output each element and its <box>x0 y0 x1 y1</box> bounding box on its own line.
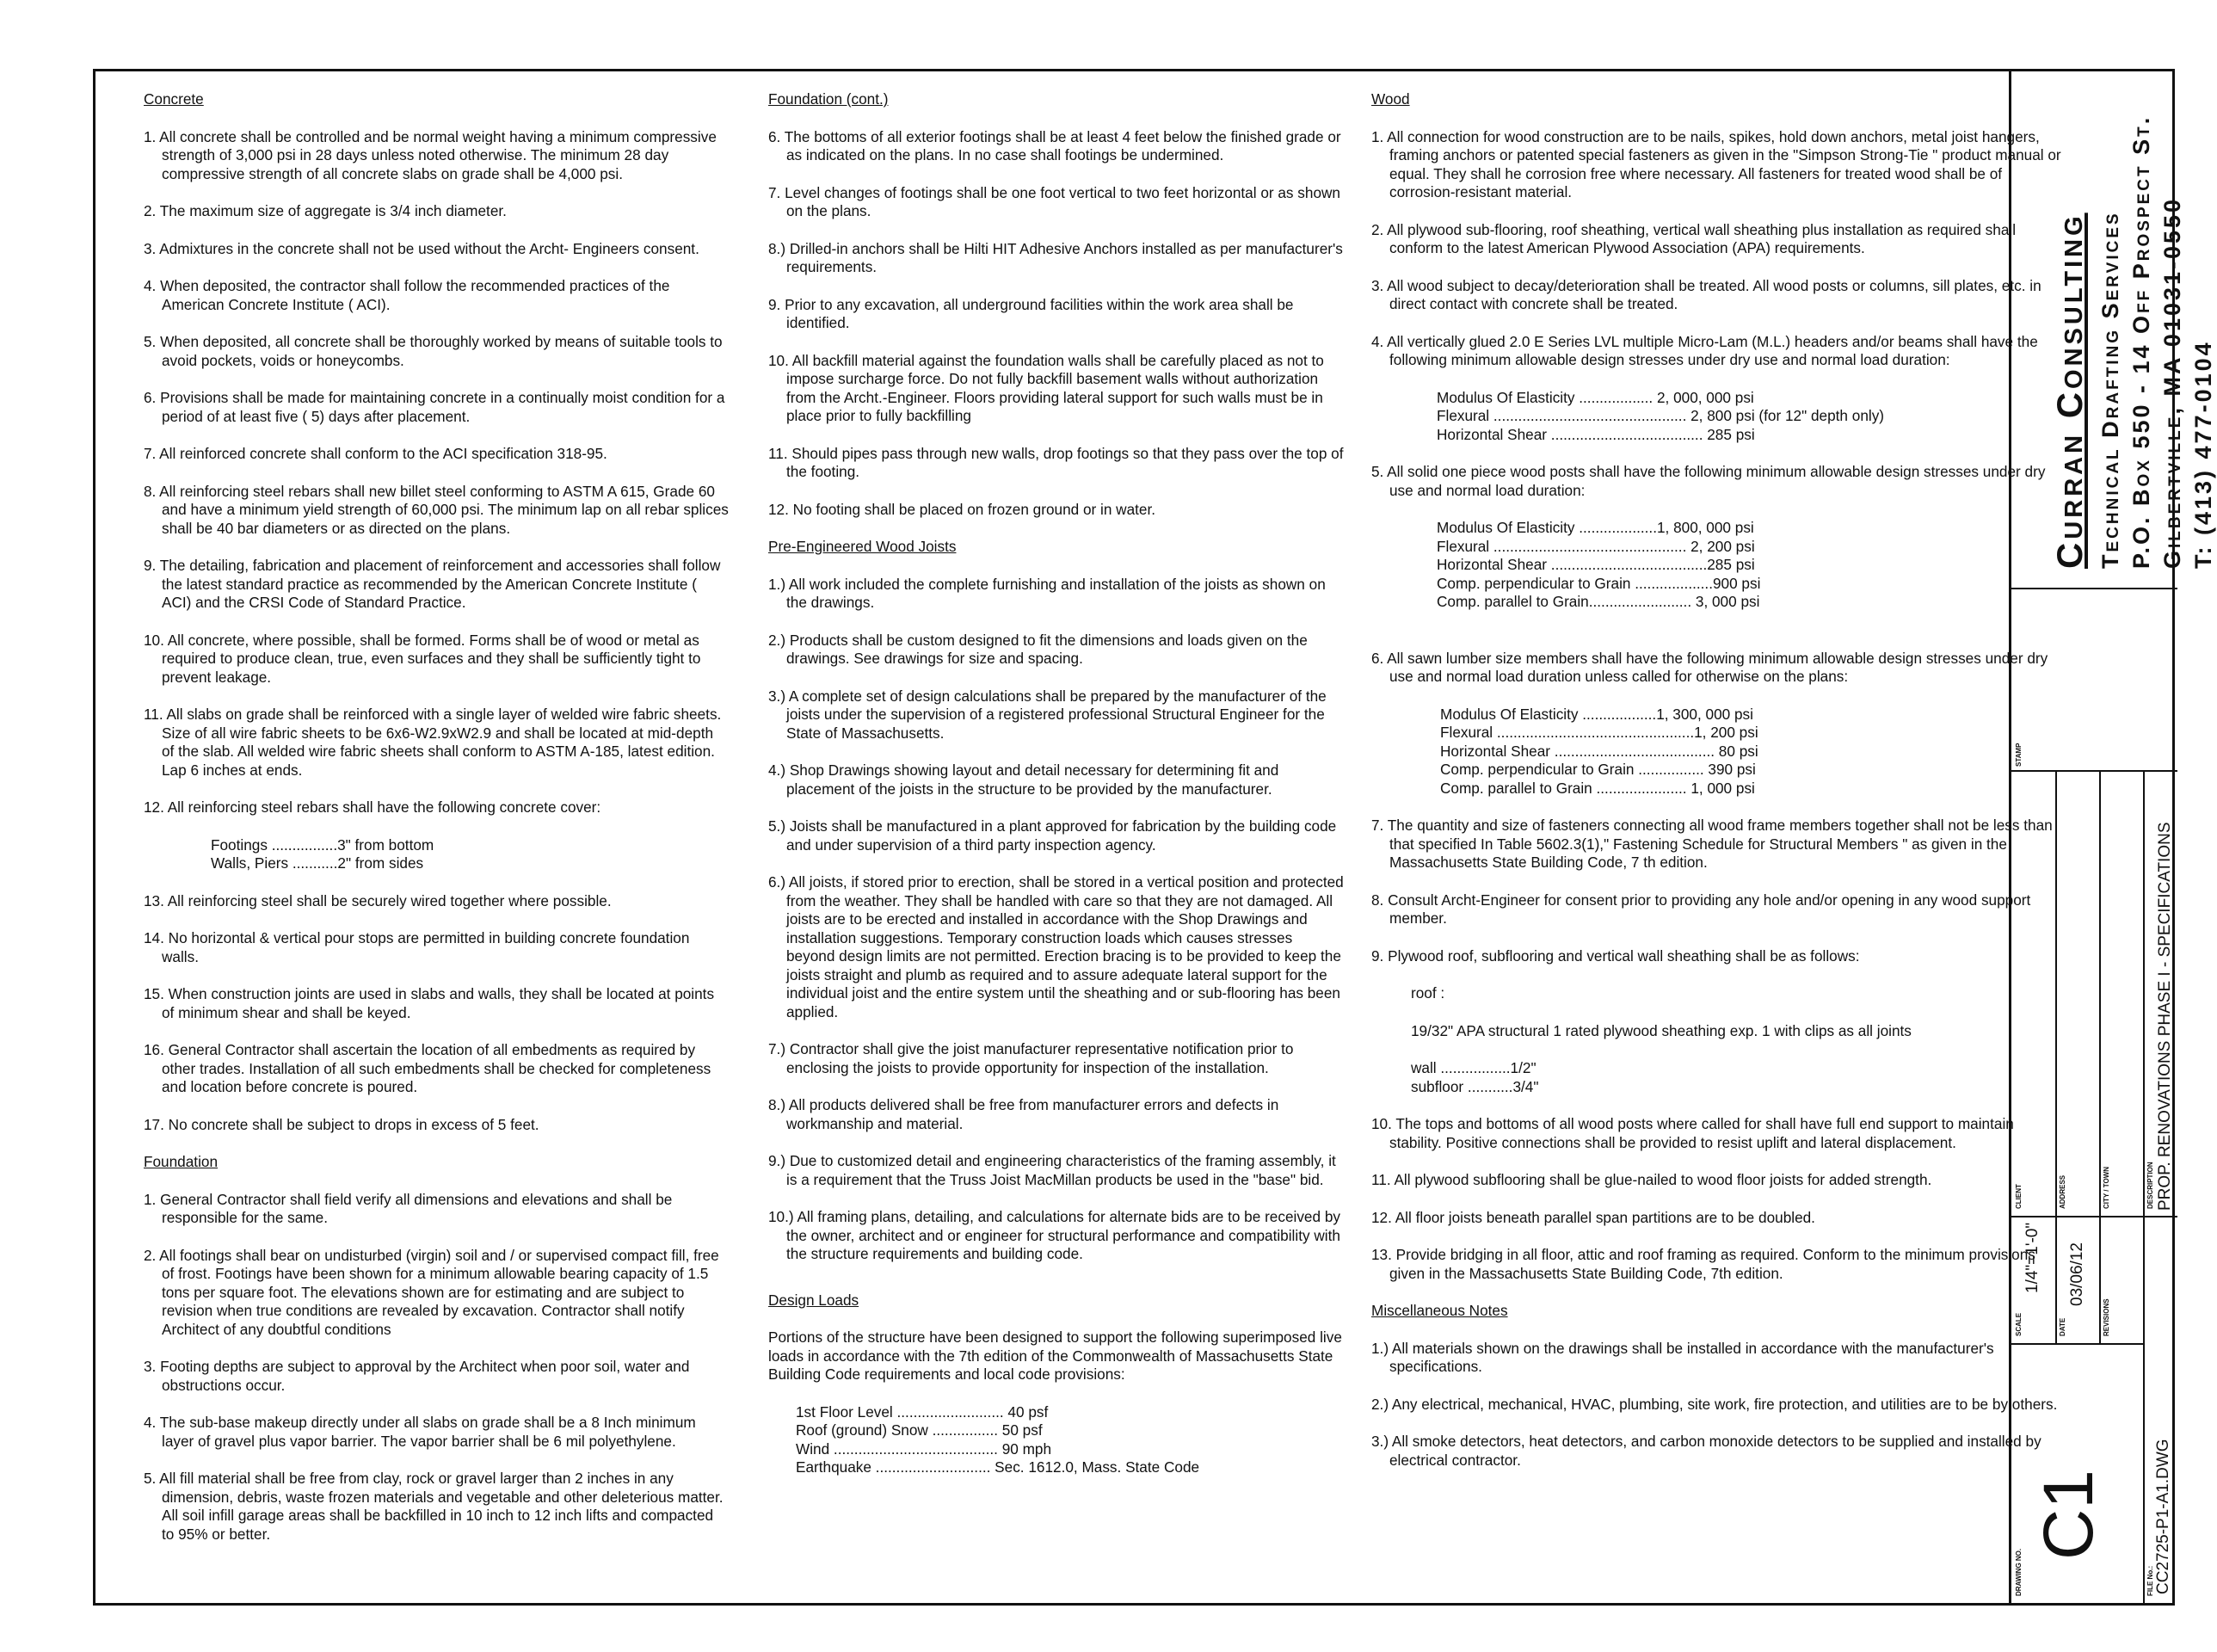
company-name: Curran Consulting <box>2049 213 2090 569</box>
company-block <box>2011 71 2216 589</box>
foundation-cont-note: 12. No footing shall be placed on frozen ground or in water. <box>768 500 1156 518</box>
sawn-comp-par: Comp. parallel to Grain ...................... 1, 000 psi <box>1440 779 1755 797</box>
stamp-label: STAMP <box>2015 743 2023 767</box>
wood-note: 7. The quantity and size of fasteners connecting all wood frame members together shall not be less than that specified In Table 5602.3(1)," Fastening Schedule for Structural Members " as given in the Massachusetts State Building Code, 7 th edition. <box>1371 817 2053 871</box>
sawn-shear: Horizontal Shear ....................................... 80 psi <box>1440 742 1758 760</box>
load-snow: Roof (ground) Snow ................ 50 psf <box>796 1421 1043 1439</box>
joists-note: 5.) Joists shall be manufactured in a plant approved for fabrication by the building code and under supervision of a third party inspection agency. <box>768 817 1337 854</box>
wood-note-5: 5. All solid one piece wood posts shall have the following minimum allowable design stresses under dry use and normal load duration: <box>1371 463 2046 499</box>
company-po-box: P.O. Box 550 - 14 Off Prospect St. <box>2128 114 2154 569</box>
scale-label: SCALE <box>2015 1312 2023 1336</box>
joists-note: 4.) Shop Drawings showing layout and detail necessary for determining fit and placement of the joists in the structure to be provided by the manufacturer. <box>768 761 1279 798</box>
foundation-note: 5. All fill material shall be free from clay, rock or gravel larger than 2 inches in any dimension, debris, waste frozen materials and vegetable and other deleterious matter. All soil infill garage areas shall be backfilled in 10 inch to 12 inch lifts and compacted to 95% or better. <box>144 1470 724 1543</box>
foundation-cont-note: 8.) Drilled-in anchors shall be Hilti HIT Adhesive Anchors installed as per manufacturer's requirements. <box>768 239 1343 275</box>
client-label: CLIENT <box>2015 1184 2023 1209</box>
wood-note: 10. The tops and bottoms of all wood posts where called for shall have full end support to maintain stability. Positive connections shall be provided to resist uplift and lateral displacement. <box>1371 1115 2014 1151</box>
joists-note: 10.) All framing plans, detailing, and calculations for alternate bids are to be received by the owner, architect and or engineer for structural performance and compatibility with the structure requirements and building code. <box>768 1208 1340 1262</box>
description-label: DESCRIPTION <box>2146 1162 2154 1209</box>
concrete-notes-continued <box>144 892 729 1135</box>
drawing-no-label: DRAWING NO. <box>2015 1548 2023 1596</box>
joists-heading: Pre-Engineered Wood Joists <box>768 538 957 555</box>
concrete-note: 7. All reinforced concrete shall conform to the ACI specification 318-95. <box>144 445 607 462</box>
wood-note: 13. Provide bridging in all floor, attic and roof framing as required. Conform to the minimum provisions given in the Massachusetts State Building Code, 7th edition. <box>1371 1246 2035 1282</box>
concrete-note: 10. All concrete, where possible, shall be formed. Forms shall be of wood or metal as required to produce clean, true, even surfaces and they shall be sufficiently tight to prevent leakage. <box>144 631 701 686</box>
wood-notes-c <box>1371 1115 2068 1283</box>
load-wind: Wind ........................................ 90 mph <box>796 1439 1052 1458</box>
wood-note: 12. All floor joists beneath parallel span partitions are to be doubled. <box>1371 1208 1815 1226</box>
concrete-note: 2. The maximum size of aggregate is 3/4 inch diameter. <box>144 202 507 219</box>
lvl-stresses <box>1437 389 2068 445</box>
foundation-cont-note: 11. Should pipes pass through new walls, drop footings so that they pass over the top of the footing. <box>768 444 1344 480</box>
drawing-sheet <box>93 69 2216 1606</box>
joists-note: 2.) Products shall be custom designed to fit the dimensions and loads given on the drawings. See drawings for size and spacing. <box>768 631 1308 667</box>
date-label: DATE <box>2059 1317 2066 1336</box>
foundation-cont-note: 10. All backfill material against the foundation walls shall be carefully placed as not to impose surcharge force. Do not fully backfill basement walls without authorization from the Archt.-Engineer. Floors providing lateral support for such walls must be in place prior to fully backfilling <box>768 351 1324 424</box>
project-info-block <box>2011 770 2177 1217</box>
column-foundation-joists <box>768 90 1345 1496</box>
concrete-note: 15. When construction joints are used in slabs and walls, they shall be located at points of minimum shear and shall be keyed. <box>144 985 715 1021</box>
cover-footings: Footings ................3" from bottom <box>211 835 434 854</box>
drawing-number: C1 <box>2029 1470 2108 1560</box>
joists-note: 6.) All joists, if stored prior to erection, shall be stored in a vertical position and protected from the weather. They shall be handled with care so that they are not damaged. All joists are to be erected and installed in accordance with the Shop Drawings and installation suggestions. Temporary construction loads which causes stresses beyond design limits are not permitted. Erection bracing is to be provided to keep the joists straight and plumb as required and to assure adequate lateral support for the individual joist and the entire system until the sheathing and or sub-flooring has been applied. <box>768 873 1344 1020</box>
foundation-cont-note: 7. Level changes of footings shall be one foot vertical to two feet horizontal or as shown on the plans. <box>768 183 1340 219</box>
file-no-label: FILE No.: <box>2146 1565 2154 1596</box>
concrete-note: 4. When deposited, the contractor shall follow the recommended practices of the American Concrete Institute ( ACI). <box>144 277 670 313</box>
concrete-note: 13. All reinforcing steel shall be securely wired together where possible. <box>144 891 612 909</box>
concrete-note: 8. All reinforcing steel rebars shall new billet steel conforming to ASTM A 615, Grade 60 and have a minimum yield strength of 60,000 psi. The minimum lap on all rebar splices shall be 40 bar diameters or as directed on the plans. <box>144 482 729 537</box>
wood-note: 2. All plywood sub-flooring, roof sheathing, vertical wall sheathing plus installation as required shall conform to the latest American Plywood Association (APA) requirements. <box>1371 220 2017 256</box>
concrete-note: 16. General Contractor shall ascertain the location of all embedments as required by other trades. Installation of all such embedments shall be checked for completeness and location before concrete is poured. <box>144 1041 711 1095</box>
column-concrete-foundation <box>144 90 729 1563</box>
wood-note-6: 6. All sawn lumber size members shall have the following minimum allowable design stresses under dry use and normal load duration unless called for otherwise on the plans: <box>1371 649 2048 685</box>
drawing-info-block <box>2011 1216 2177 1603</box>
column-wood-misc <box>1371 90 2068 1489</box>
address-label: ADDRESS <box>2059 1174 2066 1209</box>
revisions-label: REVISIONS <box>2103 1298 2110 1336</box>
company-phone: T: (413) 477-0104 <box>2190 340 2216 569</box>
load-earthquake: Earthquake ............................ Sec. 1612.0, Mass. State Code <box>796 1458 1200 1476</box>
company-city: Gilbertville, MA 01031-0550 <box>2159 196 2185 569</box>
post-stresses <box>1437 519 2068 612</box>
wood-note: 9. Plywood roof, subflooring and vertical wall sheathing shall be as follows: <box>1371 946 1860 965</box>
sawn-stresses <box>1440 706 2068 798</box>
post-flexural: Flexural ............................................... 2, 200 psi <box>1437 537 1755 555</box>
stamp-box <box>2011 588 2177 772</box>
wood-note: 3. All wood subject to decay/deterioration shall be treated. All wood posts or columns, sill plates, etc. in direct contact with concrete shall be treated. <box>1371 276 2041 312</box>
city-label: CITY / TOWN <box>2103 1166 2110 1209</box>
concrete-note: 6. Provisions shall be made for maintaining concrete in a continually moist condition for a period of at least five ( 5) days after placement. <box>144 389 725 425</box>
concrete-note: 5. When deposited, all concrete shall be thoroughly worked by means of suitable tools to avoid pockets, voids or honeycombs. <box>144 333 723 369</box>
wood-note: 11. All plywood subflooring shall be glue-nailed to wood floor joists for added strength. <box>1371 1171 1932 1188</box>
concrete-note: 12. All reinforcing steel rebars shall have the following concrete cover: <box>144 798 601 816</box>
scale-value: 1/4"=1'-0" <box>2023 1222 2041 1293</box>
post-comp-perp: Comp. perpendicular to Grain ...................900 psi <box>1437 574 1761 592</box>
joists-note: 9.) Due to customized detail and engineering characteristics of the framing assembly, it is a requirement that the Truss Joist MacMillan products be used in the "base" bid. <box>768 1152 1336 1188</box>
wall-spec: wall .................1/2" <box>1411 1059 1537 1076</box>
foundation-cont-notes <box>768 128 1345 520</box>
cover-walls: Walls, Piers ...........2" from sides <box>211 854 424 872</box>
concrete-note: 1. All concrete shall be controlled and be normal weight having a minimum compressive strength of 3,000 psi in 28 days unless noted otherwise. The minimum 28 day compressive strength of all concrete slabs on grade shall be 4,000 psi. <box>144 127 717 182</box>
concrete-note: 14. No horizontal & vertical pour stops are permitted in building concrete foundation walls. <box>144 929 690 965</box>
roof-label: roof : <box>1411 984 1445 1002</box>
lvl-flexural: Flexural ............................................... 2, 800 psi (for 12" depth only) <box>1437 407 1885 424</box>
wood-heading: Wood <box>1371 90 1410 108</box>
joists-note: 8.) All products delivered shall be free from manufacturer errors and defects in workmanship and material. <box>768 1096 1279 1132</box>
wood-note: 8. Consult Archt-Engineer for consent prior to providing any hole and/or opening in any wood support member. <box>1371 891 2031 927</box>
concrete-notes <box>144 128 729 817</box>
foundation-note: 4. The sub-base makeup directly under all slabs on grade shall be a 8 Inch minimum layer of gravel plus vapor barrier. The vapor barrier shall be 6 mil polyethylene. <box>144 1414 696 1450</box>
foundation-cont-note: 9. Prior to any excavation, all underground facilities within the work area shall be identified. <box>768 295 1294 331</box>
foundation-note: 3. Footing depths are subject to approval by the Architect when poor soil, water and obstructions occur. <box>144 1358 690 1394</box>
foundation-heading: Foundation <box>144 1153 219 1170</box>
concrete-note: 11. All slabs on grade shall be reinforced with a single layer of welded wire fabric sheets. Size of all wire fabric sheets to be 6x6-W2.9xW2.9 and shall be located at mid-depth of the slab. All welded wire fabric sheets shall conform to ASTM A-185, latest edition. Lap 6 inches at ends. <box>144 706 722 779</box>
wood-note: 4. All vertically glued 2.0 E Series LVL multiple Micro-Lam (M.L.) headers and/or beams shall have the following minimum allowable design stresses under dry use and normal load duration: <box>1371 332 2038 368</box>
joists-note: 7.) Contractor shall give the joist manufacturer representative notification prior to enclosing the joists to provide opportunity for inspection of the installation. <box>768 1040 1294 1076</box>
wood-note: 1. All connection for wood construction are to be nails, spikes, hold down anchors, metal joist hangers, framing anchors or patented special fasteners as given in the "Simpson Strong-Tie " product manual or equal. They shall he corrosion free where necessary. All fasteners for treated wood shall be of corrosion-resistant material. <box>1371 127 2061 200</box>
lvl-modulus: Modulus Of Elasticity .................. 2, 000, 000 psi <box>1437 388 1754 406</box>
date-value: 03/06/12 <box>2068 1242 2086 1306</box>
joists-notes <box>768 576 1345 1264</box>
foundation-cont-heading: Foundation (cont.) <box>768 90 889 108</box>
concrete-heading: Concrete <box>144 90 204 108</box>
misc-note: 2.) Any electrical, mechanical, HVAC, plumbing, site work, fire protection, and utilities are to be by others. <box>1371 1395 2058 1413</box>
concrete-note: 3. Admixtures in the concrete shall not be used without the Archt- Engineers consent. <box>144 239 699 257</box>
company-services: Technical Drafting Services <box>2097 211 2123 569</box>
concrete-note: 17. No concrete shall be subject to drops in excess of 5 feet. <box>144 1115 539 1133</box>
roof-spec: 19/32" APA structural 1 rated plywood sheathing exp. 1 with clips as all joints <box>1411 1021 1912 1039</box>
post-comp-par: Comp. parallel to Grain......................... 3, 000 psi <box>1437 593 1760 610</box>
lvl-shear: Horizontal Shear ..................................... 285 psi <box>1437 425 1755 443</box>
misc-note: 3.) All smoke detectors, heat detectors, and carbon monoxide detectors to be supplied and installed by electrical contractor. <box>1371 1433 2041 1469</box>
subfloor-spec: subfloor ...........3/4" <box>1411 1077 1539 1095</box>
joists-note: 3.) A complete set of design calculations shall be prepared by the manufacturer of the joists under the supervision of a registered professional Structural Engineer for the State of Massachusetts. <box>768 687 1327 742</box>
foundation-cont-note: 6. The bottoms of all exterior footings shall be at least 4 feet below the finished grade or as indicated on the plans. In no case shall footings be undermined. <box>768 127 1341 163</box>
project-description: PROP. RENOVATIONS PHASE I - SPECIFICATIONS <box>2156 822 2174 1211</box>
foundation-notes <box>144 1191 729 1544</box>
title-block <box>2009 71 2216 1603</box>
design-loads-heading: Design Loads <box>768 1291 859 1309</box>
joists-note: 1.) All work included the complete furnishing and installation of the joists as shown on the drawings. <box>768 575 1326 611</box>
sawn-comp-perp: Comp. perpendicular to Grain ................ 390 psi <box>1440 761 1756 778</box>
sawn-modulus: Modulus Of Elasticity ..................1, 300, 000 psi <box>1440 705 1753 723</box>
wall-subfloor-spec <box>1411 1059 2068 1096</box>
wood-notes-b <box>1371 817 2068 965</box>
design-loads-intro: Portions of the structure have been designed to support the following superimposed live loads in accordance with the 7th edition of the Commonwealth of Massachusetts State Building Code requirements and local code provisions: <box>768 1328 1342 1383</box>
misc-note: 1.) All materials shown on the drawings shall be installed in accordance with the manufacturer's specifications. <box>1371 1339 1994 1375</box>
foundation-note: 2. All footings shall bear on undisturbed (virgin) soil and / or supervised compact fill, free of frost. Footings have been shown for a minimum allowable bearing capacity of 1.5 tons per square foot. The elevations shown are for estimating and are subject to revision when true conditions are revealed by excavation. Contractor shall notify Architect of any doubtful conditions <box>144 1246 719 1338</box>
load-floor: 1st Floor Level .......................... 40 psf <box>796 1402 1049 1421</box>
sawn-flexural: Flexural ................................................1, 200 psi <box>1440 724 1758 741</box>
file-number: CC2725-P1-A1.DWG <box>2154 1439 2172 1594</box>
design-loads-table <box>796 1403 1345 1477</box>
concrete-note: 9. The detailing, fabrication and placement of reinforcement and accessories shall follow the latest standard practice as recommended by the American Concrete Institute ( ACI) and the CRSI Code of Standard Practice. <box>144 557 721 611</box>
wood-notes-a <box>1371 128 2068 370</box>
misc-notes <box>1371 1340 2068 1470</box>
foundation-note: 1. General Contractor shall field verify all dimensions and elevations and shall be responsible for the same. <box>144 1190 673 1226</box>
misc-heading: Miscellaneous Notes <box>1371 1302 1508 1319</box>
post-modulus: Modulus Of Elasticity ...................1, 800, 000 psi <box>1437 519 1754 536</box>
post-shear: Horizontal Shear ......................................285 psi <box>1437 556 1755 573</box>
cover-spec <box>211 836 729 873</box>
